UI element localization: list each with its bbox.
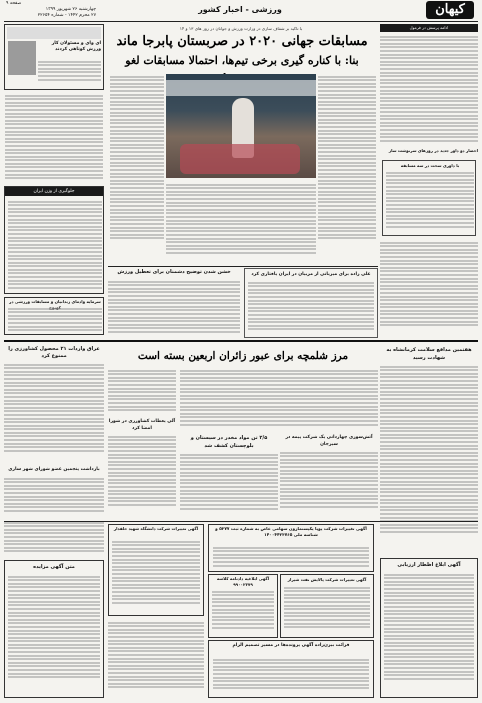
notice-mid-4-title: قرائت بیرن‌زاده آگهی پرونده‌ها در مسیر تصمیم الزام bbox=[232, 643, 350, 648]
notice-left-2-title: متن آگهی مزایده bbox=[33, 564, 75, 570]
notice-mid-2-title: آگهی تغییرات شرکت پالایش نفت شیراز bbox=[287, 577, 367, 582]
bottom-right-headline: هفتمین مدافع سلامت کرمانشاه به شهادت رسید bbox=[386, 347, 472, 361]
bottom-mid-article bbox=[108, 368, 176, 518]
masthead-logo: کیهان bbox=[426, 1, 474, 19]
notice-mid-1 bbox=[208, 524, 374, 572]
bottom-mid-body-2 bbox=[108, 434, 176, 516]
main-story-kicker: با تاکید بر شفاف سازی در وزارت ورزش و جوانان در روز های ۱۳ و ۱۴ bbox=[179, 26, 303, 31]
obituary-box bbox=[4, 24, 104, 90]
main-story-under-photo bbox=[166, 182, 316, 264]
bottom-center-body bbox=[180, 452, 278, 516]
left-box-2 bbox=[4, 297, 104, 335]
masthead bbox=[0, 0, 482, 20]
photo-figure-mat bbox=[180, 144, 300, 174]
right-column-top bbox=[380, 24, 478, 238]
middle-left-body bbox=[108, 279, 240, 337]
bottom-left-subheadline: بازداشت پنجمین عضو شورای شهر ساری bbox=[8, 467, 100, 472]
notice-left-1 bbox=[108, 524, 204, 616]
masthead-rule bbox=[4, 21, 478, 22]
bottom-mid-body-1 bbox=[108, 368, 176, 416]
bottom-left-article bbox=[4, 346, 104, 464]
notice-left-2-body bbox=[8, 574, 100, 696]
bottom-right-article bbox=[380, 346, 478, 556]
right-column-text-2 bbox=[380, 240, 478, 336]
bottom-center-sub-body bbox=[280, 450, 378, 516]
right-column-bold-line: احضار دو داور جدید در روزهای سرنوشت ساز bbox=[388, 148, 478, 153]
notice-mid-1-body bbox=[213, 545, 369, 571]
main-story-headline: مسابقات جهانی ۲۰۲۰ در صربستان پابرجا ماند bbox=[116, 34, 368, 49]
hijri-date-line: ۲۷ محرم ۱۴۴۲ - شماره ۲۲۶۵۴ bbox=[37, 13, 96, 18]
bottom-center-article bbox=[180, 434, 278, 518]
date-line: چهارشنبه ۲۶ شهریور ۱۳۹۹ bbox=[45, 7, 96, 12]
bottom-center-sub-article bbox=[280, 434, 378, 518]
middle-article-left bbox=[108, 268, 240, 338]
notice-left-2 bbox=[4, 560, 104, 698]
notice-mid-3 bbox=[208, 574, 278, 638]
notice-mid-3-body bbox=[212, 589, 274, 637]
mid-rule-1 bbox=[108, 266, 378, 267]
half-page-rule bbox=[4, 340, 478, 342]
main-story-subheadline: بنا: با کناره گیری برخی تیم‌ها، احتمالا مسابقات لغو bbox=[125, 54, 359, 67]
left-box-1-title: جلوگیری از وزن ایران bbox=[5, 187, 103, 196]
notice-right-title: آگهی ابلاغ اظطار ارزیابی bbox=[397, 562, 461, 568]
bottom-right-body bbox=[380, 364, 478, 554]
obituary-headline: ای وای و مسئولان کار ورزش کوتاهی کردند bbox=[51, 41, 101, 52]
notice-mid-2-body bbox=[284, 585, 370, 637]
notice-left-extra bbox=[108, 620, 204, 698]
bottom-left-body bbox=[4, 362, 104, 462]
left-column-text-1 bbox=[5, 93, 103, 183]
bottom-center-subheadline: آتش‌سوزی چهاردانی یک شرکت پیمه در سیرجان bbox=[285, 435, 373, 447]
bottom-left-body-2 bbox=[4, 476, 104, 516]
notice-left-1-body bbox=[112, 539, 200, 615]
notice-mid-1-title: آگهی تغییرات شرکت پوپا یکپستمارون سهامی خاص به شماره ثبت ۵۳۷۷ و شناسه ملی ۱۴۰۰۴۴۲۳۷۶۵ bbox=[215, 526, 367, 537]
bottom-left-extra bbox=[4, 520, 104, 556]
middle-right-headline: علی زاده برای میزبانی از مربیان در ایران یافتاری کرد bbox=[251, 272, 371, 277]
left-box-1-body bbox=[8, 199, 102, 291]
notice-left-1-title: آگهی تغییرات شرکت دانشگاه شهید حلقدار bbox=[113, 526, 199, 531]
portrait-photo bbox=[8, 41, 36, 75]
notice-mid-3-title: آگهی ابلاغیه دادنامه کلاسه ۹۹۰۰۲۳۷۹ bbox=[216, 576, 270, 587]
middle-article-right bbox=[244, 268, 378, 338]
notice-right-body bbox=[384, 572, 474, 696]
notice-mid-4 bbox=[208, 640, 374, 698]
wrestling-photo bbox=[166, 74, 316, 178]
bottom-center-headline: ۲/۵ تن مواد مخدر در سیستان و بلوچستان کشف شد bbox=[190, 435, 268, 449]
notice-mid-2 bbox=[280, 574, 374, 638]
right-column-header: ادامه پرسش در فرمول bbox=[380, 24, 478, 32]
right-inner-box bbox=[382, 160, 476, 236]
middle-left-headline: خشن شدن توضیح دشمنان برای تعطیل ورزش bbox=[117, 269, 231, 275]
notice-mid-4-body bbox=[213, 657, 369, 697]
middle-right-body bbox=[248, 280, 374, 336]
notice-right bbox=[380, 558, 478, 698]
bottom-mid-subheadline: آلی یعطات کشاورزی در شورا امضا کرد bbox=[108, 419, 176, 431]
bottom-left-headline: عراق واردات ۲۱ محصول کشاورزی را ممنوع کرد bbox=[8, 346, 100, 359]
page-number: صفحه ۹ bbox=[6, 1, 22, 6]
left-box-1 bbox=[4, 186, 104, 294]
left-box-2-body bbox=[8, 306, 102, 334]
right-inner-box-body bbox=[386, 170, 474, 234]
main-story-col-right bbox=[318, 74, 376, 264]
right-column-body-1 bbox=[380, 34, 478, 146]
main-story-col-left bbox=[110, 74, 164, 264]
bottom-main-body bbox=[180, 368, 378, 432]
right-inner-box-title: با داوری سخت در سه مسابقه bbox=[400, 163, 460, 168]
obituary-title-bar bbox=[7, 27, 101, 39]
left-box-2-title: سرمایه وادمای زندانیان و مسابقات ورزشی در bbox=[9, 299, 101, 304]
obituary-body bbox=[38, 59, 101, 87]
bottom-main-headline: مرز شلمچه برای عبور زائران اربعین بسته است bbox=[137, 350, 349, 362]
photo-banner-stripe bbox=[166, 80, 316, 96]
page-section-title: ورزشی - اخبار کشور bbox=[198, 5, 282, 14]
